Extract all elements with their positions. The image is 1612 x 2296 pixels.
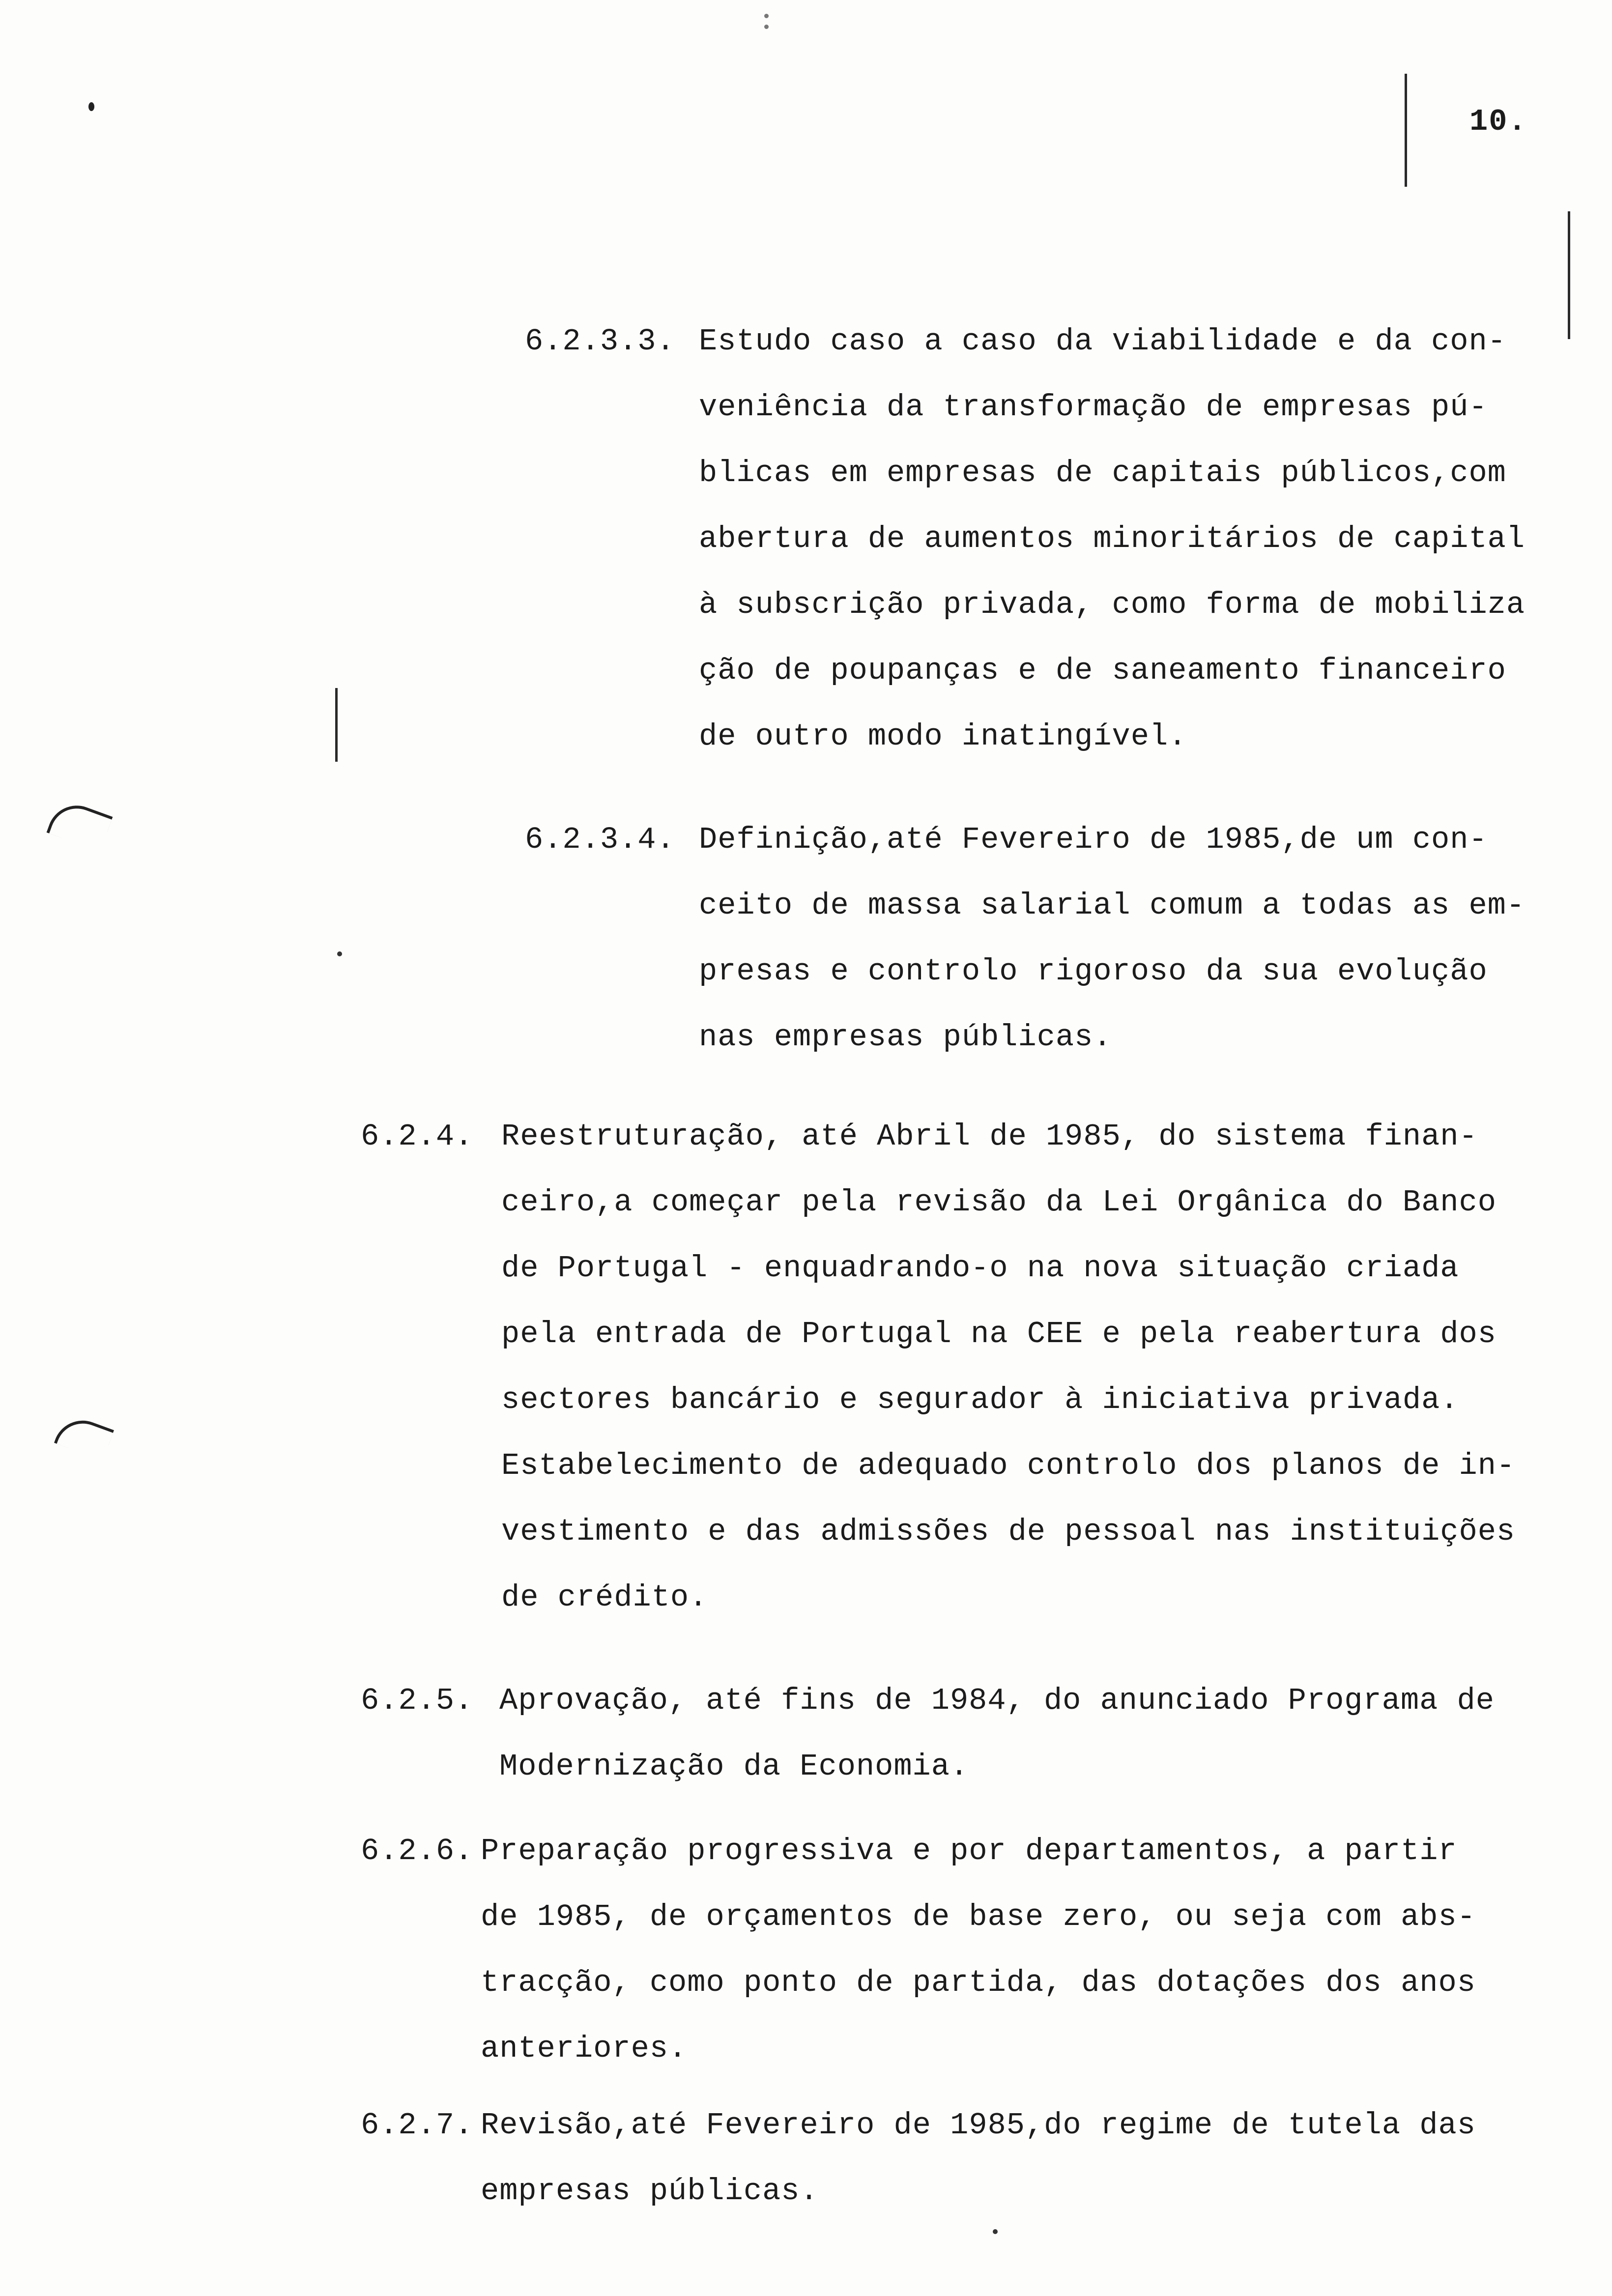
section-number: 6.2.6. bbox=[361, 1834, 474, 1868]
paragraph-line: ceiro,a começar pela revisão da Lei Orgânica do Banco bbox=[501, 1185, 1497, 1220]
paragraph-line: Preparação progressiva e por departamentos, a partir bbox=[481, 1834, 1457, 1868]
paragraph-line: veniência da transformação de empresas pú- bbox=[699, 390, 1488, 425]
paragraph-line: nas empresas públicas. bbox=[699, 1020, 1112, 1055]
paragraph-line: Modernização da Economia. bbox=[499, 1749, 969, 1784]
speck bbox=[88, 102, 94, 111]
section-number: 6.2.3.4. bbox=[525, 822, 675, 857]
paragraph-line: ceito de massa salarial comum a todas as em- bbox=[699, 888, 1526, 923]
margin-line-top bbox=[1405, 74, 1407, 187]
speck bbox=[764, 25, 769, 29]
margin-line-right bbox=[1568, 211, 1570, 339]
paragraph-line: tracção, como ponto de partida, das dotações dos anos bbox=[481, 1965, 1476, 2000]
paragraph-line: Definição,até Fevereiro de 1985,de um con- bbox=[699, 822, 1488, 857]
paragraph-line: anteriores. bbox=[481, 2031, 688, 2066]
speck bbox=[764, 14, 769, 18]
paragraph-line: empresas públicas. bbox=[481, 2174, 819, 2209]
section-number: 6.2.5. bbox=[361, 1683, 474, 1718]
section-number: 6.2.4. bbox=[361, 1119, 474, 1154]
paragraph-line: Estudo caso a caso da viabilidade e da con- bbox=[699, 324, 1506, 359]
section-number: 6.2.7. bbox=[361, 2108, 474, 2143]
paragraph-line: ção de poupanças e de saneamento financeiro bbox=[699, 653, 1506, 688]
paragraph-line: de crédito. bbox=[501, 1580, 708, 1615]
margin-line-left bbox=[335, 688, 338, 762]
paragraph-line: Reestruturação, até Abril de 1985, do sistema finan- bbox=[501, 1119, 1478, 1154]
section-6-2-7 bbox=[361, 2093, 1476, 2224]
paragraph-line: de 1985, de orçamentos de base zero, ou seja com abs- bbox=[481, 1899, 1476, 1934]
paragraph-line: vestimento e das admissões de pessoal nas instituições bbox=[501, 1514, 1516, 1549]
section-6-2-6 bbox=[361, 1818, 1476, 2082]
paragraph-line: Revisão,até Fevereiro de 1985,do regime de tutela das bbox=[481, 2108, 1476, 2143]
section-number: 6.2.3.3. bbox=[525, 324, 675, 359]
paragraph-line: à subscrição privada, como forma de mobiliza bbox=[699, 587, 1526, 622]
paragraph-line: pela entrada de Portugal na CEE e pela reabertura dos bbox=[501, 1317, 1497, 1351]
section-6-2-3-4 bbox=[525, 807, 1526, 1070]
paragraph-line: presas e controlo rigoroso da sua evolução bbox=[699, 954, 1488, 989]
section-6-2-5 bbox=[361, 1668, 1495, 1800]
punch-hole-top bbox=[47, 797, 113, 852]
punch-hole-bottom bbox=[54, 1412, 114, 1461]
section-6-2-4 bbox=[361, 1104, 1516, 1631]
page-number: 10. bbox=[1469, 104, 1527, 139]
section-6-2-3-3 bbox=[525, 309, 1526, 770]
paragraph-line: abertura de aumentos minoritários de capital bbox=[699, 521, 1526, 556]
paragraph-line: blicas em empresas de capitais públicos,com bbox=[699, 456, 1506, 490]
paragraph-line: sectores bancário e segurador à iniciativa privada. bbox=[501, 1382, 1459, 1417]
paragraph-line: de outro modo inatingível. bbox=[699, 719, 1187, 754]
paragraph-line: de Portugal - enquadrando-o na nova situação criada bbox=[501, 1251, 1459, 1286]
speck bbox=[337, 951, 342, 956]
paragraph-line: Estabelecimento de adequado controlo dos planos de in- bbox=[501, 1448, 1516, 1483]
speck bbox=[993, 2229, 998, 2234]
paragraph-line: Aprovação, até fins de 1984, do anunciado Programa de bbox=[499, 1683, 1495, 1718]
